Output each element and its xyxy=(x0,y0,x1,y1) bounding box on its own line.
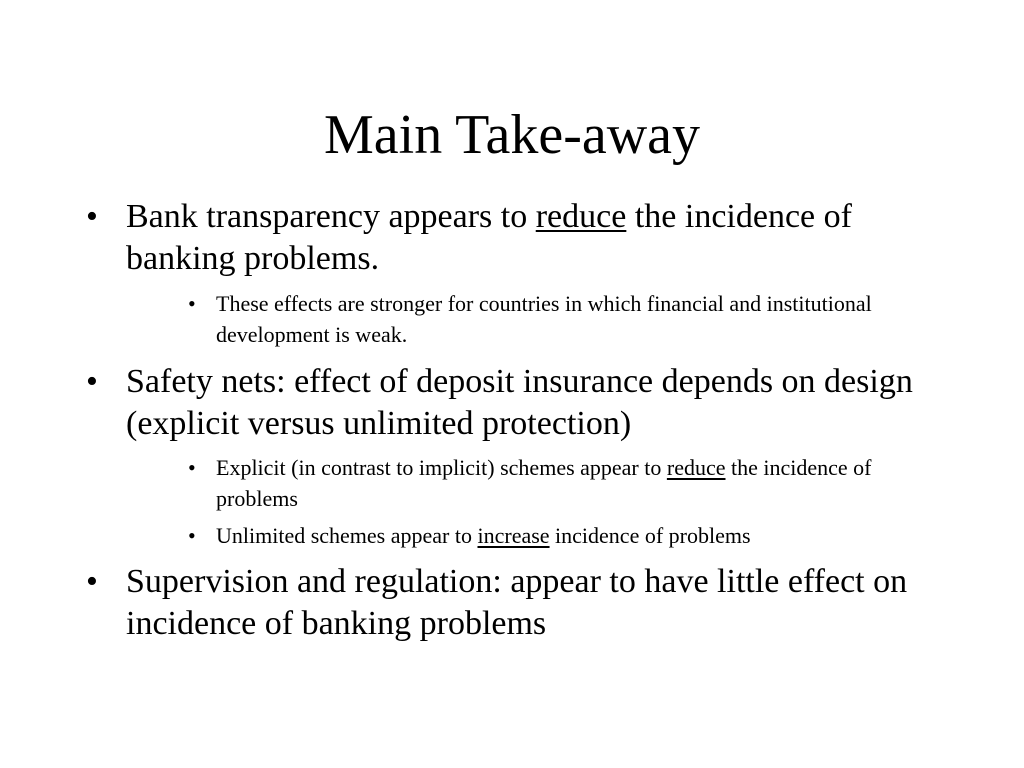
sub-bullet-emphasis-reduce: reduce xyxy=(666,455,726,480)
sub-bullet-text-after: incidence of problems xyxy=(549,523,751,548)
bullet-item-safety-nets xyxy=(86,361,946,445)
slide-title: Main Take-away xyxy=(323,104,700,166)
bullet-icon: • xyxy=(188,291,196,316)
bullet-icon: • xyxy=(86,563,98,600)
bullet-icon: • xyxy=(86,198,98,235)
sub-bullet-text-after: the incidence of problems xyxy=(216,455,872,511)
sub-bullet-text-before: Unlimited schemes appear to xyxy=(216,523,478,548)
sub-bullet-item-stronger-effects xyxy=(188,288,936,350)
bullet-icon: • xyxy=(86,363,98,400)
bullet-emphasis-reduce: reduce xyxy=(535,198,627,235)
bullet-item-transparency xyxy=(86,196,946,280)
sub-bullet-text-before: Explicit (in contrast to implicit) schemes appear to xyxy=(216,455,667,480)
sub-bullet-item-unlimited-schemes xyxy=(188,520,936,551)
bullet-text-before: Bank transparency appears to xyxy=(126,198,536,235)
sub-bullet-item-explicit-schemes xyxy=(188,452,936,514)
bullet-icon: • xyxy=(188,523,196,548)
bullet-text-after: the incidence of banking problems. xyxy=(126,198,852,277)
bullet-icon: • xyxy=(188,455,196,480)
bullet-text: Supervision and regulation: appear to have little effect on incidence of banking problems xyxy=(126,563,908,642)
bullet-item-supervision xyxy=(86,561,946,645)
sub-bullet-emphasis-increase: increase xyxy=(477,523,550,548)
sub-bullet-text: These effects are stronger for countries in which financial and institutional development is weak. xyxy=(216,291,872,347)
bullet-text: Safety nets: effect of deposit insurance depends on design (explicit versus unlimited protection) xyxy=(126,363,913,442)
